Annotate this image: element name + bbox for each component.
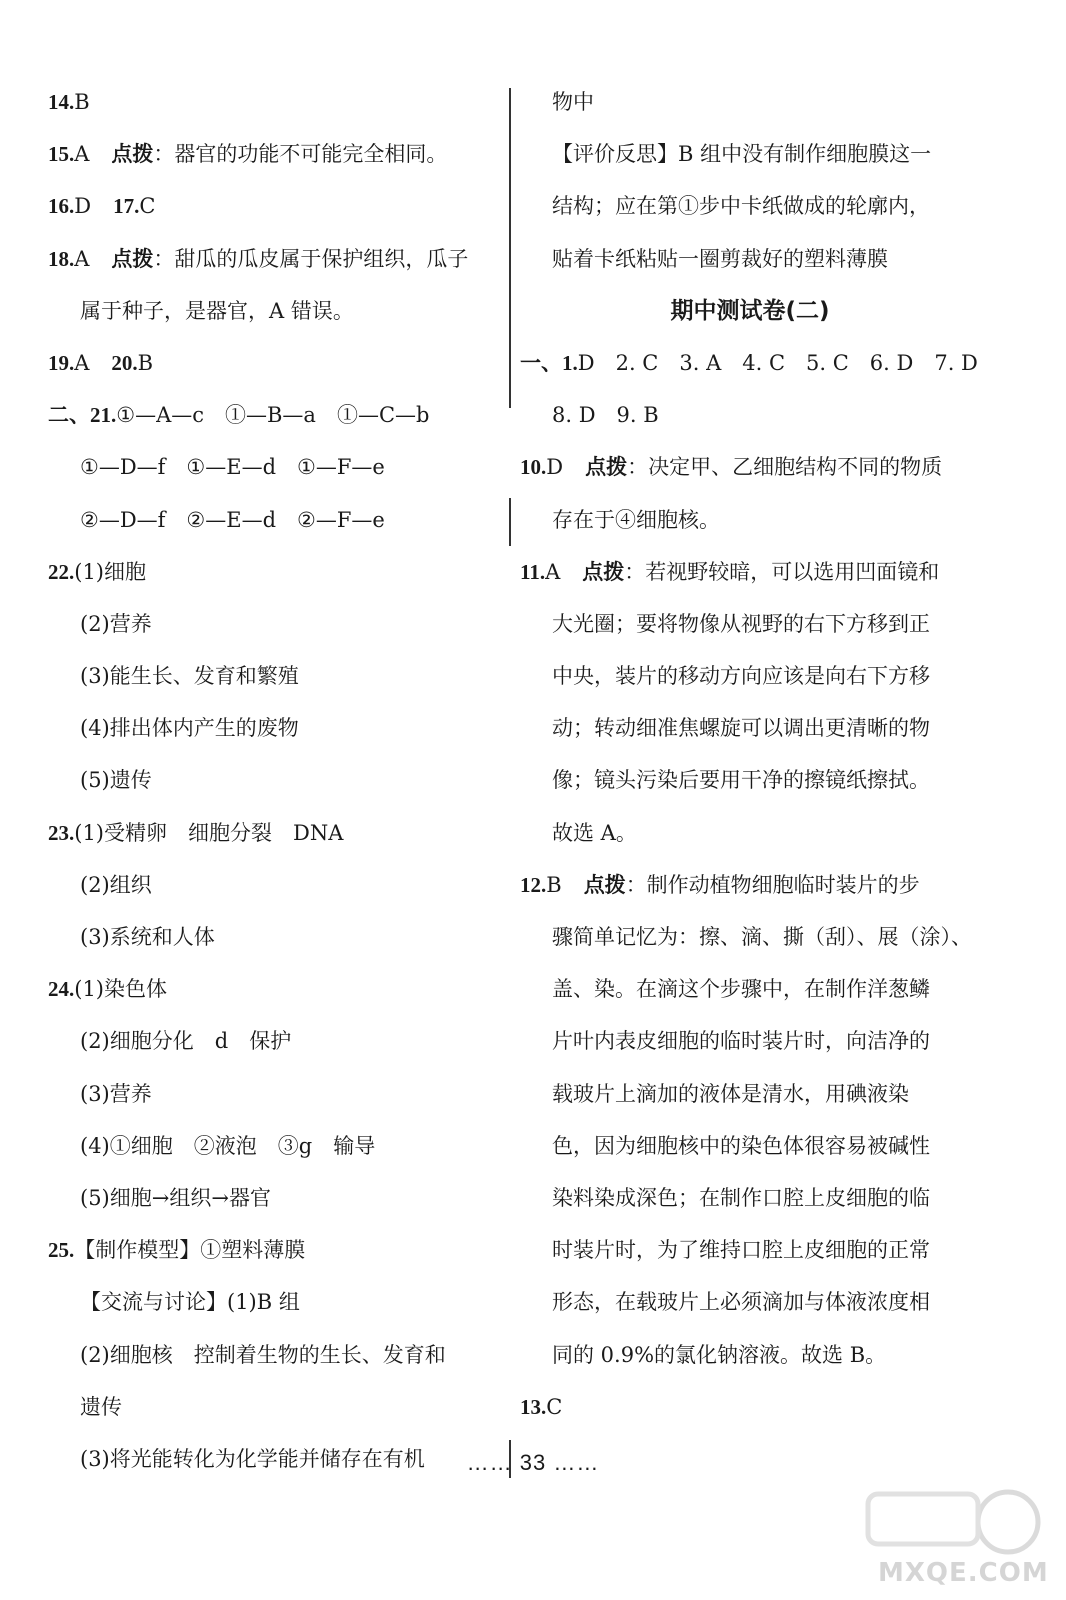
answer-choice: ①—A—c ①—B—a ①—C—b: [116, 403, 430, 428]
watermark-text: MXQE.COM: [878, 1558, 1049, 1588]
answer-continuation: 片叶内表皮细胞的临时装片时，向洁净的: [552, 1029, 930, 1054]
question-number: 23.: [48, 820, 75, 845]
question-number: 13.: [520, 1394, 547, 1419]
answer-choice: B: [137, 350, 154, 375]
question-number: 19.: [48, 350, 75, 375]
answer-choice: A: [545, 559, 561, 584]
answer-continuation: 属于种子，是器官，A 错误。: [80, 298, 354, 323]
answer-subline: (3)能生长、发育和繁殖: [80, 664, 299, 689]
answer-line: [48, 128, 504, 180]
answer-continuation: 时装片时，为了维持口腔上皮细胞的正常: [552, 1238, 930, 1263]
answer-continuation: 大光圈；要将物像从视野的右下方移到正: [552, 611, 930, 636]
answer-choice: D 2. C 3. A 4. C 5. C 6. D 7. D: [577, 350, 978, 375]
answer-subline: 【交流与讨论】(1)B 组: [80, 1290, 300, 1315]
answer-subline: (2)营养: [80, 611, 152, 636]
right-column: [520, 76, 980, 1433]
left-column: [48, 76, 504, 1485]
question-number: 22.: [48, 559, 75, 584]
answer-line: [48, 180, 504, 232]
answer-continuation: 染料染成深色；在制作口腔上皮细胞的临: [552, 1185, 930, 1210]
answer-choice: B: [74, 90, 90, 114]
answer-subline: (4)排出体内产生的废物: [80, 716, 299, 741]
answer-continuation: 贴着卡纸粘贴一圈剪裁好的塑料薄膜: [552, 246, 888, 271]
answer-subline: (2)细胞分化 d 保护: [80, 1029, 292, 1054]
answer-continuation: 像；镜头污染后要用干净的擦镜纸擦拭。: [552, 768, 930, 793]
answer-continuation: 8. D 9. B: [552, 403, 659, 428]
question-number: 一、1.: [520, 350, 578, 375]
answer-subline: (5)细胞→组织→器官: [80, 1185, 271, 1210]
watermark-stamp-icon: [858, 1482, 1048, 1562]
question-number: 10.: [520, 455, 547, 480]
answer-choice: (1)细胞: [74, 559, 146, 584]
answer-continuation: 载玻片上滴加的液体是清水，用碘液染: [552, 1081, 909, 1106]
answer-choice: C: [546, 1394, 563, 1419]
question-number: 12.: [520, 872, 547, 897]
answer-choice: C: [139, 194, 156, 219]
answer-line: [520, 441, 980, 493]
question-number: 11.: [520, 559, 546, 584]
answer-subline: (3)系统和人体: [80, 925, 215, 949]
hint-text: ：甜瓜的瓜皮属于保护组织，瓜子: [153, 246, 469, 271]
answer-line: [520, 1381, 980, 1433]
answer-continuation: 存在于④细胞核。: [552, 507, 720, 532]
answer-continuation: 中央，装片的移动方向应该是向右下方移: [552, 664, 930, 689]
answer-choice: D: [546, 455, 564, 480]
answer-line: [48, 76, 504, 128]
answer-choice: A: [74, 142, 90, 167]
answer-line: [48, 389, 504, 441]
answer-choice: 【制作模型】①塑料薄膜: [74, 1238, 306, 1263]
hint-label: 点拨: [582, 559, 625, 584]
column-divider-mid: [509, 498, 511, 546]
answer-continuation: 色，因为细胞核中的染色体很容易被碱性: [552, 1133, 930, 1158]
question-number: 15.: [48, 142, 75, 167]
answer-line: [48, 963, 504, 1015]
hint-text: ：若视野较暗，可以选用凹面镜和: [624, 559, 940, 584]
question-number: 14.: [48, 90, 75, 114]
answer-continuation: 形态，在载玻片上必须滴加与体液浓度相: [552, 1290, 930, 1315]
page-number: …… 33 ……: [466, 1450, 600, 1475]
answer-subline: 【评价反思】B 组中没有制作细胞膜这一: [552, 142, 932, 167]
answer-subline: (5)遗传: [80, 768, 152, 793]
answer-subline: 遗传: [80, 1394, 122, 1419]
hint-label: 点拨: [585, 455, 628, 480]
answer-line: [520, 337, 980, 389]
hint-label: 点拨: [111, 142, 154, 167]
answer-choice: D: [74, 194, 92, 219]
watermark-logo: [858, 1482, 1048, 1592]
question-number: 20.: [111, 350, 138, 375]
question-number: 16.: [48, 194, 75, 219]
answer-line: [48, 807, 504, 859]
answer-choice: A: [74, 350, 90, 375]
answer-continuation: 物中: [552, 90, 594, 114]
answer-line: [520, 859, 980, 911]
answer-subline: (2)组织: [80, 872, 152, 897]
answer-choice: (1)染色体: [74, 977, 167, 1002]
section-heading: 期中测试卷(二): [670, 297, 830, 324]
answer-line: [48, 337, 504, 389]
hint-text: ：决定甲、乙细胞结构不同的物质: [627, 455, 943, 480]
question-number: 18.: [48, 246, 75, 271]
answer-choice: B: [546, 872, 562, 897]
answer-line: [520, 546, 980, 598]
answer-continuation: 结构；应在第①步中卡纸做成的轮廓内，: [552, 194, 930, 219]
answer-subline: ②—D—f ②—E—d ②—F—e: [80, 507, 385, 532]
answer-choice: A: [74, 246, 90, 271]
hint-text: ：器官的功能不可能完全相同。: [153, 142, 448, 167]
question-number: 二、21.: [48, 403, 117, 428]
question-number: 17.: [113, 194, 140, 219]
answer-continuation: 骤简单记忆为：擦、滴、撕（刮）、展（涂）、: [552, 925, 972, 949]
answer-line: [48, 546, 504, 598]
answer-continuation: 故选 A。: [552, 820, 637, 845]
answer-subline: (4)①细胞 ②液泡 ③g 输导: [80, 1133, 376, 1158]
answer-subline: (2)细胞核 控制着生物的生长、发育和: [80, 1342, 446, 1367]
question-number: 24.: [48, 977, 75, 1002]
answer-line: [48, 233, 504, 285]
answer-continuation: 同的 0.9%的氯化钠溶液。故选 B。: [552, 1342, 887, 1367]
answer-continuation: 盖、染。在滴这个步骤中，在制作洋葱鳞: [552, 977, 930, 1002]
hint-label: 点拨: [111, 246, 154, 271]
answer-subline: (3)将光能转化为化学能并储存在有机: [80, 1446, 425, 1471]
answer-subline: ①—D—f ①—E—d ①—F—e: [80, 455, 385, 480]
answer-continuation: 动；转动细准焦螺旋可以调出更清晰的物: [552, 716, 930, 741]
answer-line: [48, 1224, 504, 1276]
hint-text: ：制作动植物细胞临时装片的步: [625, 872, 920, 897]
answer-subline: (3)营养: [80, 1081, 152, 1106]
question-number: 25.: [48, 1238, 75, 1263]
hint-label: 点拨: [583, 872, 626, 897]
column-divider-top: [509, 88, 511, 408]
answer-choice: (1)受精卵 细胞分裂 DNA: [74, 820, 344, 845]
